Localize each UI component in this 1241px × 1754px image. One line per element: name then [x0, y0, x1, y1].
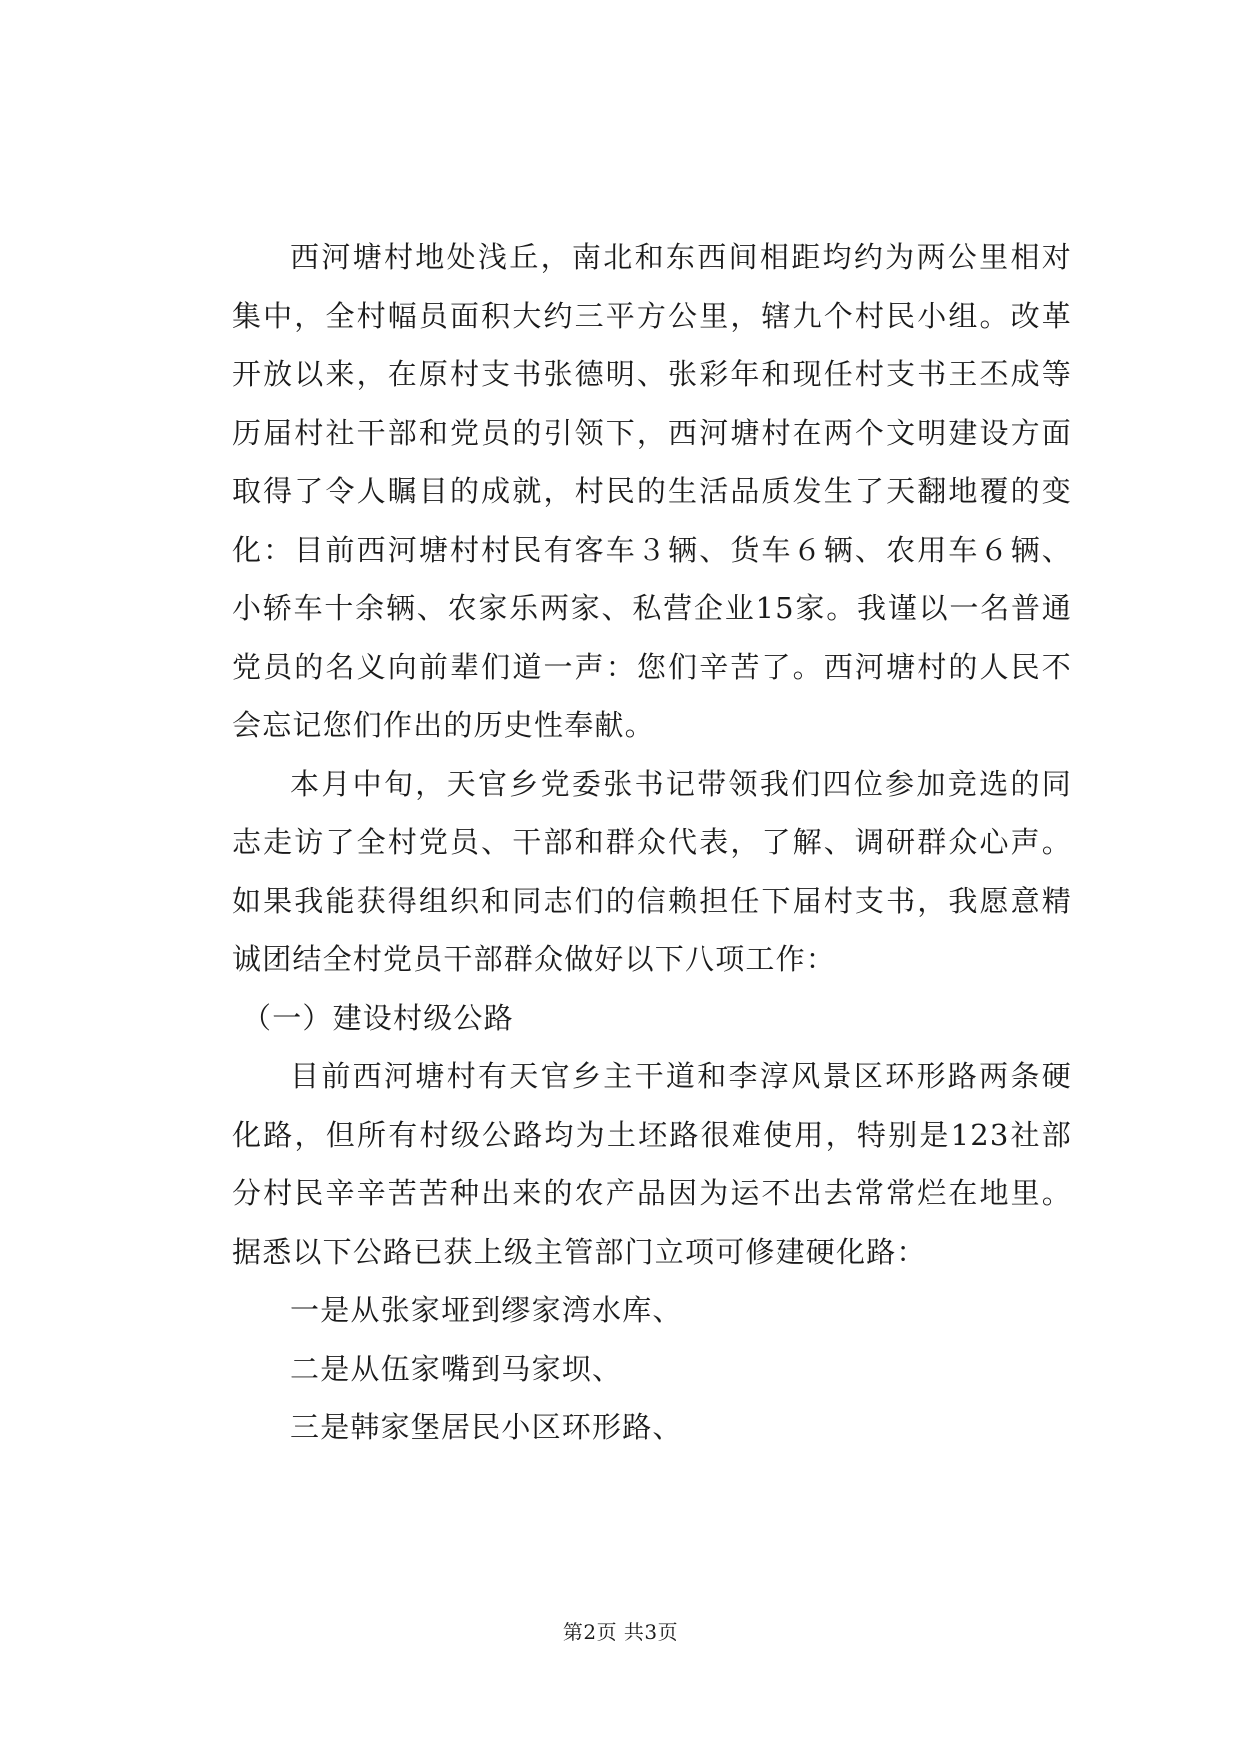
list-item-road-1: 一是从张家垭到缪家湾水库、	[290, 1293, 683, 1327]
list-item-road-2: 二是从伍家嘴到马家坝、	[290, 1351, 623, 1386]
document-body	[232, 228, 1072, 1457]
section-heading-roads: （一）建设村级公路	[242, 1000, 514, 1035]
paragraph-campaign-visit: 本月中旬，天官乡党委张书记带领我们四位参加竞选的同志走访了全村党员、干部和群众代表，了解、调研群众心声。如果我能获得组织和同志们的信赖担任下届村支书，我愿意精诚团结全村党员干部群众做好以下八项工作：	[232, 766, 1072, 976]
paragraph-village-overview: 西河塘村地处浅丘，南北和东西间相距均约为两公里相对集中，全村幅员面积大约三平方公里，辖九个村民小组。改革开放以来，在原村支书张德明、张彩年和现任村支书王丕成等历届村社干部和党员的引领下，西河塘村在两个文明建设方面取得了令人瞩目的成就，村民的生活品质发生了天翻地覆的变化：目前西河塘村村民有客车３辆、货车６辆、农用车６辆、小轿车十余辆、农家乐两家、私营企业15家。我谨以一名普通党员的名义向前辈们道一声：您们辛苦了。西河塘村的人民不会忘记您们作出的历史性奉献。	[232, 240, 1072, 742]
list-item-road-3: 三是韩家堡居民小区环形路、	[290, 1410, 683, 1444]
paragraph-roads-status: 目前西河塘村有天官乡主干道和李淳风景区环形路两条硬化路，但所有村级公路均为土坯路很难使用，特别是123社部分村民辛辛苦苦种出来的农产品因为运不出去常常烂在地里。据悉以下公路已获上级主管部门立项可修建硬化路：	[232, 1059, 1072, 1269]
page-number-footer: 第2页 共3页	[562, 1620, 679, 1644]
